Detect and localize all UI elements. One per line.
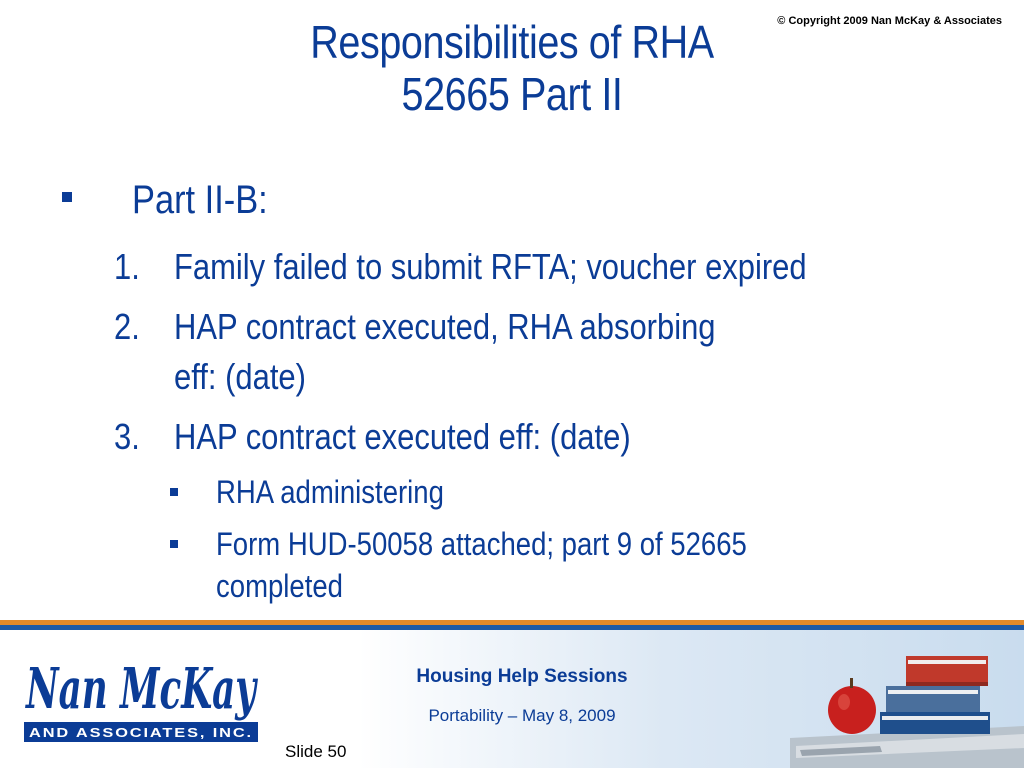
item-number: 2. [114,306,140,347]
slide-number: Slide 50 [285,742,347,761]
logo-main-text: Nan McKay [24,656,259,722]
slide-footer [0,630,1024,768]
books-icon [880,656,990,734]
square-bullet-icon [62,192,72,202]
footer-title: Housing Help Sessions [416,666,628,687]
copyright-notice: © Copyright 2009 Nan McKay & Associates [777,15,1002,27]
apple-icon [828,678,876,734]
item-text: HAP contract executed eff: (date) [174,416,631,457]
nan-mckay-logo [22,646,262,748]
square-bullet-icon [170,488,178,496]
slide-title-line1: Responsibilities of RHA [310,16,714,68]
apple-books-laptop-art [790,638,1024,768]
square-bullet-icon [170,540,178,548]
footer-subtitle: Portability – May 8, 2009 [428,706,616,725]
logo-sub-text: AND ASSOCIATES, INC. [29,725,253,740]
item-text: HAP contract executed, RHA absorbing [174,306,716,347]
item-text: Family failed to submit RFTA; voucher expired [174,246,807,287]
sub-bullet-text-continued: completed [216,568,343,604]
item-number: 1. [114,246,140,287]
sub-bullet-text: RHA administering [216,474,444,510]
slide-title-line2: 52665 Part II [401,68,623,120]
bullet-text: Part II-B: [132,178,268,222]
item-number: 3. [114,416,140,457]
sub-bullet-text: Form HUD-50058 attached; part 9 of 52665 [216,526,747,562]
item-text-continued: eff: (date) [174,356,306,397]
